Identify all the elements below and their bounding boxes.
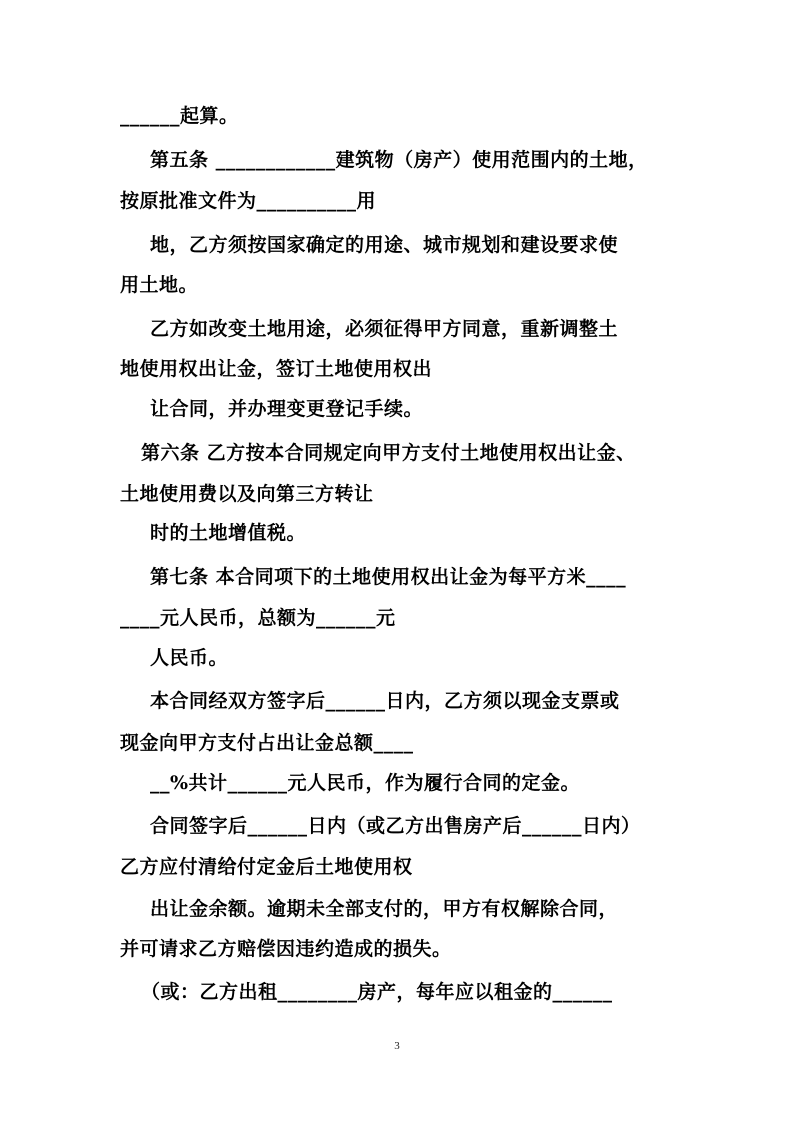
text-line: 让合同，并办理变更登记手续。 xyxy=(150,398,424,420)
text-line: 并可请求乙方赔偿因违约造成的损失。 xyxy=(120,938,452,960)
text-line: __%共计______元人民币，作为履行合同的定金。 xyxy=(150,772,581,794)
text-line: 时的土地增值税。 xyxy=(150,522,307,544)
text-line: 地，乙方须按国家确定的用途、城市规划和建设要求使 xyxy=(150,234,619,256)
text-line: 人民币。 xyxy=(150,647,229,669)
page-number: 3 xyxy=(394,1040,400,1052)
text-line: （或：乙方出租________房产，每年应以租金的______ xyxy=(141,981,613,1003)
text-line: 地使用权出让金，签订土地使用权出 xyxy=(120,358,433,380)
text-line: 土地使用费以及向第三方转让 xyxy=(120,483,374,505)
text-line: 按原批准文件为__________用 xyxy=(120,190,377,212)
text-line: ______起算。 xyxy=(120,105,239,127)
text-line: 第六条 乙方按本合同规定向甲方支付土地使用权出让金、 xyxy=(141,442,636,464)
text-line: 第五条 ____________建筑物（房产）使用范围内的土地， xyxy=(150,149,648,171)
text-line: 本合同经双方签字后______日内，乙方须以现金支票或 xyxy=(150,690,620,712)
text-line: 乙方如改变土地用途，必须征得甲方同意，重新调整土 xyxy=(150,318,619,340)
text-line: 现金向甲方支付占出让金总额____ xyxy=(120,732,414,754)
text-line: 第七条 本合同项下的土地使用权出让金为每平方米____ xyxy=(150,566,627,588)
text-line: 合同签字后______日内（或乙方出售房产后______日内） xyxy=(150,815,641,837)
text-line: 乙方应付清给付定金后土地使用权 xyxy=(120,856,413,878)
text-line: 出让金余额。逾期未全部支付的，甲方有权解除合同， xyxy=(150,898,619,920)
text-line: 用土地。 xyxy=(120,274,199,296)
text-line: ____元人民币，总额为______元 xyxy=(120,607,396,629)
